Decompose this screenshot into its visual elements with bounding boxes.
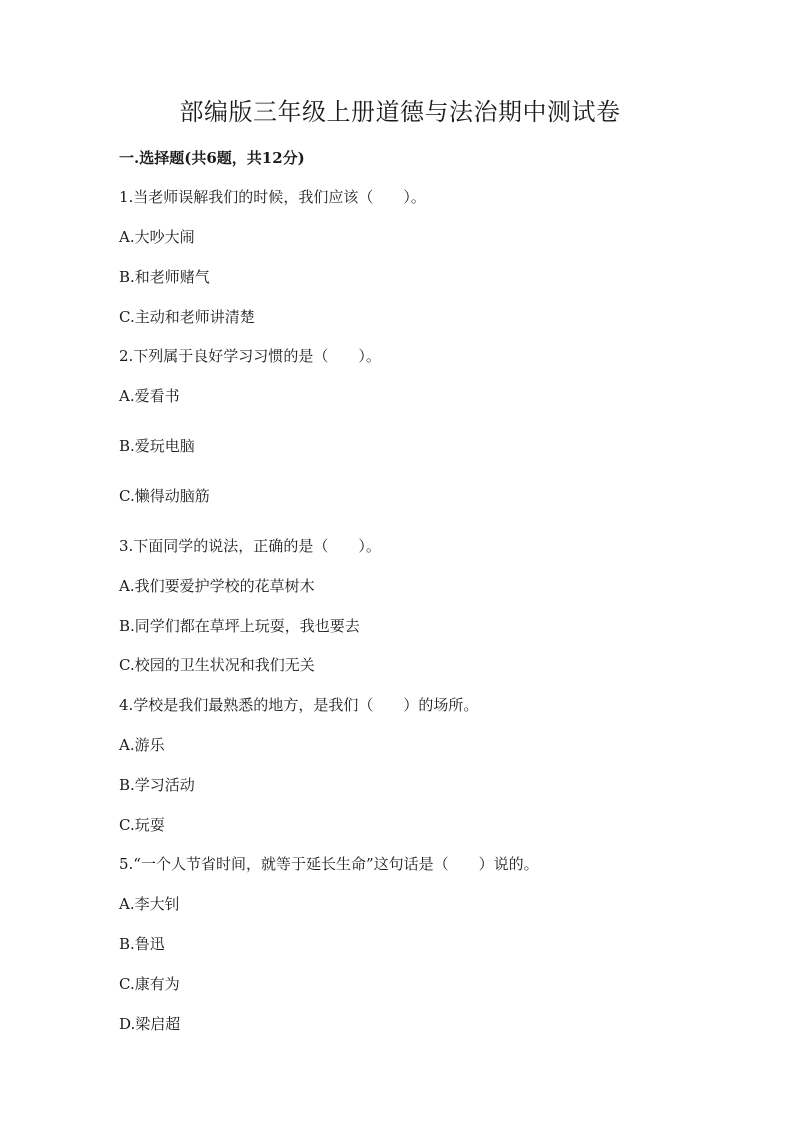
answer-option: B.学习活动 <box>119 776 195 794</box>
answer-option: C.懒得动脑筋 <box>119 487 210 505</box>
answer-option: A.李大钊 <box>119 895 180 913</box>
answer-option: B.鲁迅 <box>119 935 165 953</box>
question-stem: 2.下列属于良好学习习惯的是（ ）。 <box>119 347 381 365</box>
answer-option: B.同学们都在草坪上玩耍，我也要去 <box>119 617 360 635</box>
answer-option: C.玩耍 <box>119 816 165 834</box>
answer-option: D.梁启超 <box>119 1015 181 1033</box>
question-stem: 1.当老师误解我们的时候，我们应该（ ）。 <box>119 188 426 206</box>
answer-option: A.大吵大闹 <box>119 228 195 246</box>
answer-option: A.我们要爱护学校的花草树木 <box>119 577 315 595</box>
answer-option: A.爱看书 <box>119 387 180 405</box>
question-stem: 3.下面同学的说法，正确的是（ ）。 <box>119 537 381 555</box>
answer-option: C.康有为 <box>119 975 180 993</box>
question-stem: 4.学校是我们最熟悉的地方，是我们（ ）的场所。 <box>119 696 479 714</box>
section-heading: 一.选择题(共6题，共12分) <box>119 149 305 167</box>
answer-option: C.主动和老师讲清楚 <box>119 308 255 326</box>
answer-option: B.爱玩电脑 <box>119 437 195 455</box>
answer-option: A.游乐 <box>119 736 165 754</box>
answer-option: C.校园的卫生状况和我们无关 <box>119 656 315 674</box>
page-title: 部编版三年级上册道德与法治期中测试卷 <box>179 98 621 126</box>
answer-option: B.和老师赌气 <box>119 268 210 286</box>
question-stem: 5.“一个人节省时间，就等于延长生命”这句话是（ ）说的。 <box>119 855 539 873</box>
